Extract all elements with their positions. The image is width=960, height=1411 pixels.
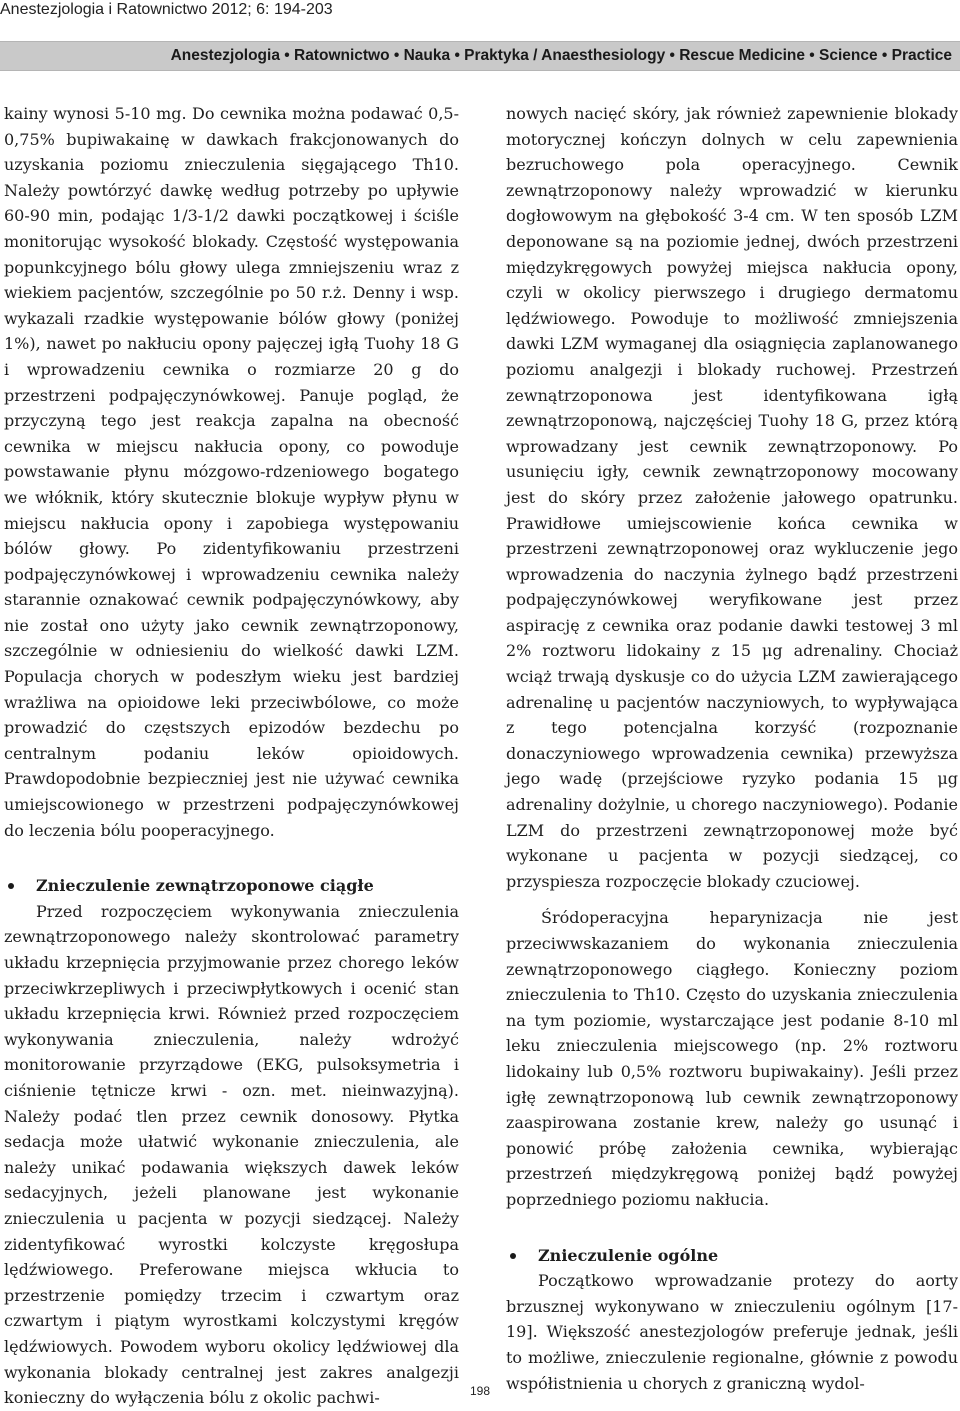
right-column — [506, 101, 958, 1396]
section-paragraph: Początkowo wprowadzanie protezy do aorty brzusznej wykonywano w znieczuleniu ogólnym [17-19]. Większość anestezjologów preferuje jednak, jeśli to możliwe, znieczulenie regionalne, głównie z powodu współistnienia u chorych z graniczną wydol- — [506, 1271, 958, 1393]
paragraph: kainy wynosi 5-10 mg. Do cewnika można podawać 0,5-0,75% bupiwakainę w dawkach frakcjonowanych do uzyskania poziomu znieczulenia sięgającego Th10. Należy powtórzyć dawkę według potrzeby po upływie 60-90 min, podając 1/3-1/2 dawki początkowej i ściśle monitorując wysokość blokady. Częstość występowania popunkcyjnego bólu głowy ulega zmniejszeniu wraz z wiekiem pacjentów, szczególnie po 50 r.ż. Denny i wsp. wykazali rzadkie występowanie bólów głowy (poniżej 1%), nawet po nakłuciu opony pajęczej igłą Tuohy 18 G i wprowadzeniu cewnika o rozmiarze 20 g do przestrzeni podpajęczynówkowej. Panuje pogląd, że przyczyną tego jest reakcja zapalna na obecność cewnika w miejscu nakłucia opony, co powoduje powstawanie płynu mózgowo-rdzeniowego bogatego we włóknik, który skutecznie blokuje wypływ płynu w miejscu nakłucia opony i zapobiega występowaniu bólów głowy. Po zidentyfikowaniu przestrzeni podpajęczynówkowej i wprowadzeniu cewnika należy starannie oznakować cewnik podpajęczynówkowy, aby nie został ono użyty jako cewnik zewnątrzoponowy, szczególnie w odniesieniu do wielkość dawki LZM. Populacja chorych w podeszłym wieku jest bardziej wrażliwa na opioidowe leki przeciwbólowe, co może prowadzić do częstszych epizodów bezdechu po centralnym podaniu leków opioidowych. Prawdopodobnie bezpieczniej jest nie używać cewnika umiejscowionego w przestrzeni podpajęczynówkowej do leczenia bólu pooperacyjnego. — [4, 104, 459, 840]
bullet-icon — [8, 883, 14, 889]
section-heading — [4, 873, 459, 899]
section-heading — [506, 1243, 958, 1269]
page-number: 198 — [469, 1384, 491, 1398]
paragraph: Śródoperacyjna heparynizacja nie jest przeciwwskazaniem do wykonania znieczulenia zewnątrzoponowego ciągłego. Konieczny poziom znieczulenia to Th10. Często do uzyskania znieczulenia na tym poziomie, wystarczające jest podanie 8-10 ml leku znieczulenia miejscowego (np. 2% roztworu lidokainy lub 0,5% roztworu bupiwakainy). Jeśli przez igłę zewnątrzoponową lub cewnik zewnątrzoponowy zaaspirowana zostanie krew, należy go usunąć i ponowić próbę założenia cewnika, wybierając przestrzeń międzykręgową poniżej bądź powyżej poprzedniego poziomu nakłucia. — [506, 908, 958, 1209]
section-paragraph: Przed rozpoczęciem wykonywania znieczulenia zewnątrzoponowego należy skontrolować parametry układu krzepnięcia przyjmowanie przez chorego leków przeciwkrzepliwych i przeciwpłytkowych i ocenić stan układu krzepnięcia krwi. Również przed rozpoczęciem wykonywania znieczulenia, należy wdrożyć monitorowanie przyrządowe (EKG, pulsoksymetria i ciśnienie tętnicze krwi - ozn. met. nieinwazyjną). Należy podać tlen przez cewnik donosowy. Płytka sedacja może ułatwić wykonanie znieczulenia, ale należy unikać podawania większych dawek leków sedacyjnych, jeżeli planowane jest wykonanie znieczulenia u pacjenta w pozycji siedzącej. Należy zidentyfikować wyrostki kolczyste kręgosłupa lędźwiowego. Preferowane miejsca wkłucia to przestrzenie pomiędzy trzecim i czwartym oraz czwartym i piątym wyrostkami kolczystymi kręgów lędźwiowych. Powodem wyboru okolicy lędźwiowej dla wykonania blokady centralnej jest zakres analgezji konieczny do wyłączenia bólu z okolic pachwi- — [4, 901, 459, 1408]
bullet-icon — [510, 1253, 516, 1259]
section-title: Znieczulenie zewnątrzoponowe ciągłe — [36, 876, 374, 896]
running-head: Anestezjologia i Ratownictwo 2012; 6: 194-203 — [0, 1, 333, 18]
left-column — [4, 101, 459, 1411]
section-title: Znieczulenie ogólne — [538, 1245, 719, 1265]
paragraph: nowych nacięć skóry, jak również zapewnienie blokady motorycznej kończyn dolnych w celu zapewnienia bezruchowego pola operacyjnego. Cewnik zewnątrzoponowy należy wprowadzić w kierunku dogłowowym na głębokość 3-4 cm. W ten sposób LZM deponowane są na poziomie jednej, dwóch przestrzeni międzykręgowych powyżej miejsca nakłucia opony, czyli w okolicy pierwszego i drugiego dermatomu lędźwiowego. Powoduje to możliwość zmniejszenia dawki LZM wymaganej dla osiągnięcia zaplanowanego poziomu analgezji i blokady ruchowej. Przestrzeń zewnątrzoponowa jest identyfikowana igłą zewnątrzoponową, najczęściej Tuohy 18 G, przez którą wprowadzany jest cewnik zewnątrzoponowy. Po usunięciu igły, cewnik zewnątrzoponowy mocowany jest do skóry przez założenie jałowego opatrunku. Prawidłowe umiejscowienie końca cewnika w przestrzeni zewnątrzoponowej oraz wykluczenie jego wprowadzenia do naczynia żylnego bądź przestrzeni podpajęczynówkowej weryfikowane jest przez aspirację z cewnika oraz podanie dawki testowej 3 ml 2% roztworu lidokainy z 15 μg adrenaliny. Chociaż wciąż trwają dyskusje co do użycia LZM zawierającego adrenalinę u pacjentów naczyniowych, to wypływająca z tego potencjalna korzyść (rozpoznanie donaczyniowego wprowadzenia cewnika) przewyższa jego wadę (przejściowe ryzyko podania 15 μg adrenaliny dożylnie, u chorego naczyniowego). Podanie LZM do przestrzeni zewnątrzoponowej może być wykonane u pacjenta w pozycji siedzącej, co przyspiesza rozpoczęcie blokady czuciowej. — [506, 104, 958, 891]
journal-banner: Anestezjologia • Ratownictwo • Nauka • Praktyka / Anaesthesiology • Rescue Medicine • Science • Practice — [0, 41, 960, 71]
